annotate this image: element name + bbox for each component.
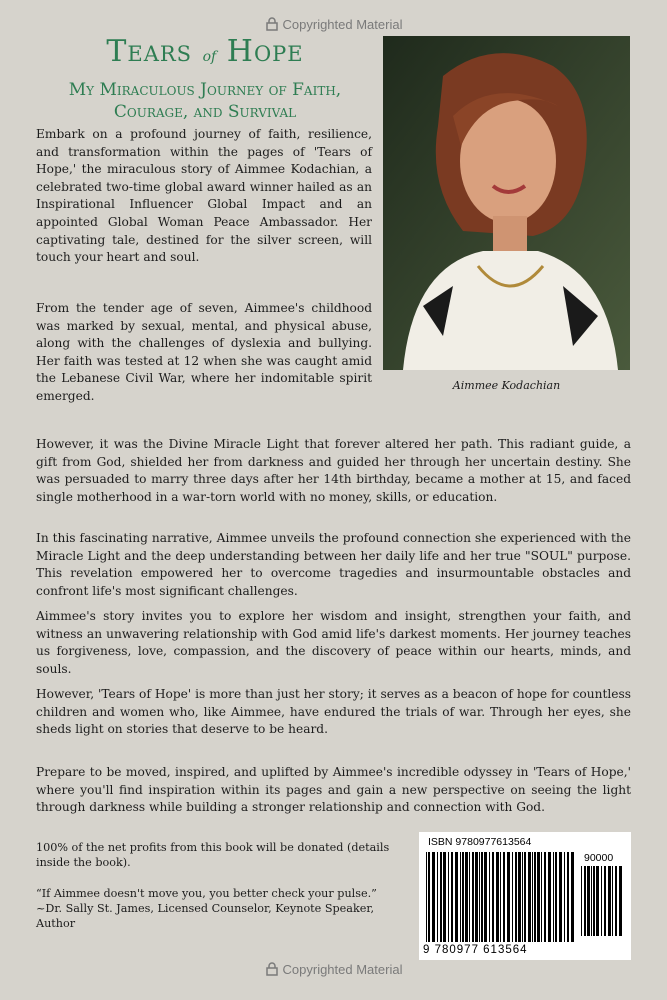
barcode-bar [428,852,430,942]
subtitle-line-2: Courage, and Survival [113,102,297,122]
lock-icon [265,962,279,976]
barcode-bar [426,852,427,942]
barcode-digits: 9 780977 613564 [423,944,528,956]
title-connector: of [202,49,217,65]
barcode-bar [537,852,540,942]
barcode-bar [548,852,551,942]
barcode-bar [496,852,499,942]
barcode-bar [604,866,606,936]
barcode-bar [515,852,517,942]
barcode-bar [581,866,582,936]
barcode-bar [544,852,546,942]
barcode-bar [555,852,557,942]
barcode-bar [601,866,602,936]
barcode-bar [507,852,510,942]
subtitle-line-1: My Miraculous Journey of Faith, [68,80,342,100]
barcode-bar [619,866,622,936]
description-paragraph-6: However, 'Tears of Hope' is more than just her story; it serves as a beacon of hope for countless children and women who, like Aimmee, have endured the trials of war. Through her eyes, she sheds light on stories that deserve to be heard. [36,687,631,737]
barcode-bar [443,852,446,942]
barcode-bar [587,866,590,936]
barcode-bar [462,852,464,942]
testimonial-quote: “If Aimmee doesn't move you, you better check your pulse.” [36,887,377,900]
description-paragraph-5: Aimmee's story invites you to explore her wisdom and insight, strengthen your faith, and witness an unwavering relationship with God amid life's darkest moments. Her journey teaches us forgiveness, love, compassion, and the discovery of peace within our hearts, minds, and souls. [36,609,631,676]
barcode-bar [553,852,554,942]
description-paragraph-4: In this fascinating narrative, Aimmee unveils the profound connection she experienced with the Miracle Light and the deep understanding between her daily life and her true "SOUL" purpose. This revelation empowered her to overcome tragedies and insurmountable obstacles and confront life's most significant challenges. [36,531,631,598]
barcode-bar [524,852,526,942]
barcode-bar [492,852,494,942]
barcode-bar [448,852,449,942]
barcode-bar [564,852,565,942]
description-paragraph-1: Embark on a profound journey of faith, resilience, and transformation within the pages of 'Tears of Hope,' the miraculous story of Aimmee Kodachian, a celebrated two-time global award winner hailed as an Inspirational Influencer Global Impact and an appointed Global Woman Peace Ambassador. Her captivating tale, destined for the silver screen, will touch your heart and soul. [36,127,372,265]
barcode-bar [475,852,478,942]
barcode-bar [437,852,438,942]
barcode-bar [559,852,562,942]
barcode-bar [500,852,501,942]
barcode-bar [591,866,592,936]
price-barcode-bars [579,866,625,936]
book-title [40,34,370,75]
barcode-bar [484,852,487,942]
barcode-bar [465,852,468,942]
barcode-bar [528,852,531,942]
barcode-bar [596,866,599,936]
barcode-bar [615,866,617,936]
copyright-watermark-bottom [0,962,667,977]
author-portrait-illustration [383,36,630,370]
barcode-bar [469,852,470,942]
lock-icon [265,17,279,31]
description-paragraph-3: However, it was the Divine Miracle Light that forever altered her path. This radiant guide, a gift from God, shielded her from darkness and guided her through her uncertain destiny. She was persuaded to marry three days after her 14th birthday, became a mother at 15, and faced single motherhood in a war-torn world with no money, skills, or education. [36,437,631,504]
barcode-bar [451,852,453,942]
photo-caption: Aimmee Kodachian [452,379,561,392]
barcode-bar [522,852,523,942]
barcode-bar [489,852,490,942]
testimonial-attribution: ~Dr. Sally St. James, Licensed Counselor, Keynote Speaker, Author [36,902,375,930]
book-title-block [40,34,370,123]
barcode-bar [518,852,521,942]
barcode-bar [432,852,435,942]
description-paragraph-2: From the tender age of seven, Aimmee's childhood was marked by sexual, mental, and physical abuse, along with the challenges of dyslexia and bullying. Her faith was tested at 12 when she was caught amid the Lebanese Civil War, where her indomitable spirit emerged. [36,301,372,403]
watermark-text: Copyrighted Material [282,962,403,977]
barcode-bar [593,866,595,936]
barcode-bar [479,852,480,942]
barcode-bar [460,852,461,942]
barcode-bar [481,852,483,942]
title-word-tears: Tears [106,34,193,69]
barcode-bar [571,852,574,942]
ean-barcode-bars [424,852,574,944]
barcode-bar [541,852,542,942]
testimonial [36,886,396,931]
barcode-bar [472,852,474,942]
barcode-bar [532,852,533,942]
barcode-bar [503,852,505,942]
profits-note: 100% of the net profits from this book will be donated (details inside the book). [36,841,390,869]
barcode-bar [567,852,569,942]
isbn-barcode [419,832,631,960]
barcode-bar [455,852,458,942]
price-code: 90000 [584,852,614,864]
description-paragraph-7: Prepare to be moved, inspired, and uplifted by Aimmee's incredible odyssey in 'Tears of Hope,' where you'll find inspiration within its pages and gain a new perspective on seeing the light through darkness while building a stronger relationship and connection with God. [36,765,631,815]
barcode-bar [440,852,442,942]
barcode-bar [512,852,513,942]
barcode-bar [608,866,611,936]
isbn-label: ISBN 9780977613564 [428,836,532,848]
title-word-hope: Hope [226,34,304,69]
barcode-bar [534,852,536,942]
barcode-bar [584,866,586,936]
copyright-watermark-top [0,17,667,32]
book-subtitle [40,79,370,123]
author-photo [383,36,630,370]
barcode-bar [612,866,613,936]
watermark-text: Copyrighted Material [282,17,403,32]
